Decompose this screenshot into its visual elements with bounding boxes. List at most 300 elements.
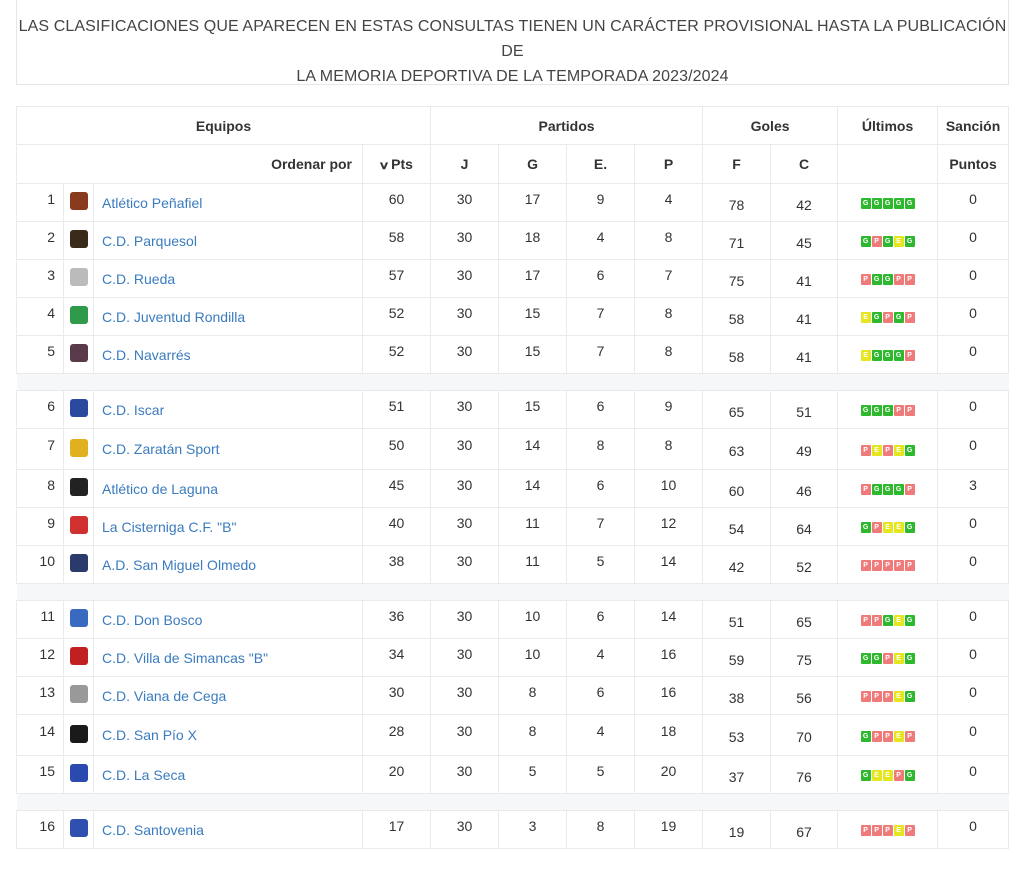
team-cell: [94, 756, 363, 794]
table-row: [17, 639, 1009, 677]
result-badge: P: [872, 731, 882, 742]
won-cell: 8: [499, 711, 567, 752]
result-badge: P: [872, 236, 882, 247]
result-badge: P: [861, 560, 871, 571]
result-badge: G: [872, 350, 882, 361]
header-row-columns: [17, 145, 1009, 184]
result-badge: P: [883, 731, 893, 742]
chevron-down-icon: ∨: [378, 160, 390, 172]
played-cell: 30: [431, 504, 499, 542]
sanction-cell: 0: [938, 256, 1009, 294]
last-results-cell: [838, 298, 938, 336]
notice-line-1: LAS CLASIFICACIONES QUE APARECEN EN ESTAS CONSULTAS TIENEN UN CARÁCTER PROVISIONAL HASTA LA PUBLICACIÓN DE: [18, 18, 1007, 60]
notice-line-2: LA MEMORIA DEPORTIVA DE LA TEMPORADA 2023/2024: [296, 68, 729, 85]
table-row: [17, 508, 1009, 546]
result-badge: G: [861, 653, 871, 664]
won-cell: 17: [499, 180, 567, 218]
goals-for-cell: 54: [703, 510, 771, 548]
goals-for-cell: 38: [703, 679, 771, 717]
result-badge: P: [872, 825, 882, 836]
position-cell: 2: [17, 218, 64, 256]
result-badge: P: [861, 274, 871, 285]
result-badge: E: [861, 350, 871, 361]
lost-cell: 8: [635, 425, 703, 466]
last-results-cell: [838, 391, 938, 429]
table-row: [17, 336, 1009, 374]
position-cell: 3: [17, 256, 64, 294]
goals-for-cell: 19: [703, 813, 771, 851]
table-row: [17, 391, 1009, 429]
result-badge: G: [905, 770, 915, 781]
team-link[interactable]: C.D. Don Bosco: [102, 611, 203, 628]
result-badge: P: [872, 522, 882, 533]
result-badge: P: [872, 691, 882, 702]
crest-cell: [64, 222, 94, 260]
won-cell: 11: [499, 504, 567, 542]
team-crest-icon: [70, 685, 88, 703]
position-cell: 1: [17, 180, 64, 218]
team-cell: [94, 336, 363, 374]
team-crest-icon: [70, 230, 88, 248]
won-cell: 18: [499, 218, 567, 256]
lost-cell: 19: [635, 807, 703, 845]
crest-cell: [64, 715, 94, 756]
result-badge: P: [872, 615, 882, 626]
position-cell: 8: [17, 466, 64, 504]
last-results-cell: [838, 222, 938, 260]
goals-against-cell: 45: [771, 224, 838, 262]
result-badge: G: [861, 405, 871, 416]
team-link[interactable]: C.D. Iscar: [102, 401, 165, 418]
table-row: [17, 222, 1009, 260]
played-cell: 30: [431, 673, 499, 711]
goals-against-cell: 67: [771, 813, 838, 851]
played-cell: 30: [431, 332, 499, 370]
points-cell: 30: [363, 673, 431, 711]
sanction-cell: 0: [938, 387, 1009, 425]
sanction-cell: 0: [938, 597, 1009, 635]
result-badge: G: [905, 615, 915, 626]
team-link[interactable]: La Cisterniga C.F. "B": [102, 518, 237, 535]
header-partidos: Partidos: [431, 107, 703, 145]
team-cell: [94, 639, 363, 677]
goals-for-cell: 75: [703, 262, 771, 300]
lost-cell: 12: [635, 504, 703, 542]
result-badge: P: [861, 445, 871, 456]
drawn-cell: 6: [567, 387, 635, 425]
played-cell: 30: [431, 752, 499, 790]
drawn-cell: 4: [567, 711, 635, 752]
result-badge: G: [861, 522, 871, 533]
result-badge: G: [872, 653, 882, 664]
team-crest-icon: [70, 647, 88, 665]
goals-against-cell: 41: [771, 262, 838, 300]
position-cell: 10: [17, 542, 64, 580]
team-crest-icon: [70, 725, 88, 743]
team-link[interactable]: C.D. Rueda: [102, 270, 176, 287]
crest-cell: [64, 470, 94, 508]
drawn-cell: 5: [567, 542, 635, 580]
drawn-cell: 7: [567, 504, 635, 542]
team-link[interactable]: Atlético de Laguna: [102, 480, 218, 497]
team-link[interactable]: A.D. San Miguel Olmedo: [102, 556, 257, 573]
result-badge: G: [872, 198, 882, 209]
goals-for-cell: 71: [703, 224, 771, 262]
result-badge: E: [894, 615, 904, 626]
won-cell: 11: [499, 542, 567, 580]
crest-cell: [64, 508, 94, 546]
won-cell: 3: [499, 807, 567, 845]
header-ultimos: Últimos: [838, 107, 938, 145]
team-cell: [94, 184, 363, 222]
team-link[interactable]: Atlético Peñafiel: [102, 194, 203, 211]
goals-against-cell: 42: [771, 186, 838, 224]
points-cell: 28: [363, 711, 431, 752]
lost-cell: 9: [635, 387, 703, 425]
won-cell: 15: [499, 294, 567, 332]
goals-against-cell: 64: [771, 510, 838, 548]
col-c[interactable]: C: [771, 145, 838, 184]
drawn-cell: 4: [567, 218, 635, 256]
result-badge: G: [861, 236, 871, 247]
table-row: [17, 715, 1009, 756]
table-row: [17, 184, 1009, 222]
result-badge: E: [894, 445, 904, 456]
crest-cell: [64, 756, 94, 794]
col-g[interactable]: G: [499, 145, 567, 184]
last-results-cell: [838, 715, 938, 756]
sanction-cell: 0: [938, 807, 1009, 845]
team-crest-icon: [70, 192, 88, 210]
sanction-cell: 0: [938, 425, 1009, 466]
points-cell: 58: [363, 218, 431, 256]
goals-for-cell: 51: [703, 603, 771, 641]
position-cell: 15: [17, 752, 64, 790]
result-badge: P: [894, 274, 904, 285]
drawn-cell: 7: [567, 332, 635, 370]
points-cell: 17: [363, 807, 431, 845]
played-cell: 30: [431, 542, 499, 580]
goals-for-cell: 37: [703, 758, 771, 796]
team-cell: [94, 222, 363, 260]
position-cell: 14: [17, 711, 64, 752]
won-cell: 5: [499, 752, 567, 790]
sanction-cell: 0: [938, 542, 1009, 580]
result-badge: P: [894, 770, 904, 781]
result-badge: P: [861, 691, 871, 702]
header-equipos: Equipos: [17, 107, 431, 145]
col-j[interactable]: J: [431, 145, 499, 184]
drawn-cell: 8: [567, 425, 635, 466]
goals-for-cell: 60: [703, 472, 771, 510]
last-results-cell: [838, 508, 938, 546]
result-badge: G: [883, 615, 893, 626]
drawn-cell: 7: [567, 294, 635, 332]
lost-cell: 16: [635, 673, 703, 711]
goals-for-cell: 58: [703, 300, 771, 338]
result-badge: G: [894, 198, 904, 209]
played-cell: 30: [431, 711, 499, 752]
team-crest-icon: [70, 439, 88, 457]
result-badge: P: [883, 560, 893, 571]
crest-cell: [64, 298, 94, 336]
provisional-notice: [16, 0, 1009, 85]
goals-against-cell: 65: [771, 603, 838, 641]
result-badge: P: [883, 312, 893, 323]
team-cell: [94, 508, 363, 546]
result-badge: E: [894, 236, 904, 247]
result-badge: P: [905, 825, 915, 836]
goals-for-cell: 58: [703, 338, 771, 376]
lost-cell: 8: [635, 218, 703, 256]
goals-against-cell: 41: [771, 300, 838, 338]
standings-table: [16, 106, 1009, 849]
won-cell: 14: [499, 425, 567, 466]
result-badge: P: [861, 615, 871, 626]
last-results-cell: [838, 756, 938, 794]
crest-cell: [64, 677, 94, 715]
last-results-cell: [838, 260, 938, 298]
position-cell: 12: [17, 635, 64, 673]
result-badge: G: [861, 198, 871, 209]
col-e[interactable]: E.: [567, 145, 635, 184]
goals-against-cell: 46: [771, 472, 838, 510]
result-badge: P: [861, 484, 871, 495]
won-cell: 10: [499, 635, 567, 673]
result-badge: G: [861, 731, 871, 742]
position-cell: 16: [17, 807, 64, 845]
team-link[interactable]: C.D. La Seca: [102, 766, 186, 783]
table-row: [17, 260, 1009, 298]
result-badge: P: [894, 560, 904, 571]
team-cell: [94, 715, 363, 756]
team-cell: [94, 470, 363, 508]
played-cell: 30: [431, 218, 499, 256]
result-badge: P: [883, 825, 893, 836]
result-badge: G: [905, 691, 915, 702]
sanction-cell: 0: [938, 673, 1009, 711]
result-badge: P: [905, 312, 915, 323]
team-cell: [94, 429, 363, 470]
result-badge: E: [872, 770, 882, 781]
position-cell: 6: [17, 387, 64, 425]
played-cell: 30: [431, 387, 499, 425]
team-crest-icon: [70, 516, 88, 534]
result-badge: G: [894, 312, 904, 323]
result-badge: G: [872, 484, 882, 495]
result-badge: G: [894, 484, 904, 495]
lost-cell: 10: [635, 466, 703, 504]
drawn-cell: 9: [567, 180, 635, 218]
goals-against-cell: 70: [771, 717, 838, 758]
table-row: [17, 298, 1009, 336]
result-badge: E: [861, 312, 871, 323]
team-link[interactable]: C.D. Parquesol: [102, 232, 197, 249]
team-link[interactable]: C.D. Viana de Cega: [102, 687, 227, 704]
crest-cell: [64, 260, 94, 298]
result-badge: G: [883, 198, 893, 209]
lost-cell: 7: [635, 256, 703, 294]
result-badge: G: [872, 405, 882, 416]
col-p[interactable]: P: [635, 145, 703, 184]
team-link[interactable]: C.D. Zaratán Sport: [102, 441, 220, 457]
points-cell: 20: [363, 752, 431, 790]
last-results-cell: [838, 601, 938, 639]
team-crest-icon: [70, 764, 88, 782]
table-row: [17, 811, 1009, 849]
points-cell: 38: [363, 542, 431, 580]
result-badge: G: [861, 770, 871, 781]
result-badge: E: [894, 731, 904, 742]
team-link[interactable]: C.D. Santovenia: [102, 821, 204, 838]
team-cell: [94, 391, 363, 429]
points-cell: 57: [363, 256, 431, 294]
lost-cell: 16: [635, 635, 703, 673]
played-cell: 30: [431, 597, 499, 635]
sanction-cell: 0: [938, 294, 1009, 332]
goals-against-cell: 75: [771, 641, 838, 679]
drawn-cell: 4: [567, 635, 635, 673]
goals-against-cell: 41: [771, 338, 838, 376]
result-badge: P: [872, 560, 882, 571]
goals-for-cell: 59: [703, 641, 771, 679]
played-cell: 30: [431, 466, 499, 504]
result-badge: G: [872, 312, 882, 323]
team-link[interactable]: C.D. Juventud Rondilla: [102, 308, 246, 325]
last-results-cell: [838, 677, 938, 715]
points-cell: 60: [363, 180, 431, 218]
result-badge: E: [894, 522, 904, 533]
won-cell: 10: [499, 597, 567, 635]
table-row: [17, 546, 1009, 584]
team-link[interactable]: C.D. Villa de Simancas "B": [102, 649, 269, 666]
position-cell: 7: [17, 425, 64, 466]
team-crest-icon: [70, 344, 88, 362]
points-cell: 52: [363, 294, 431, 332]
lost-cell: 4: [635, 180, 703, 218]
lost-cell: 14: [635, 542, 703, 580]
last-results-cell: [838, 184, 938, 222]
lost-cell: 8: [635, 294, 703, 332]
team-crest-icon: [70, 819, 88, 837]
team-cell: [94, 811, 363, 849]
col-puntos: Puntos: [938, 145, 1009, 184]
drawn-cell: 6: [567, 673, 635, 711]
last-results-cell: [838, 811, 938, 849]
last-results-cell: [838, 639, 938, 677]
drawn-cell: 6: [567, 597, 635, 635]
sort-by-label: Ordenar por: [17, 145, 363, 184]
result-badge: P: [861, 825, 871, 836]
crest-cell: [64, 601, 94, 639]
played-cell: 30: [431, 180, 499, 218]
result-badge: G: [872, 274, 882, 285]
crest-cell: [64, 429, 94, 470]
team-cell: [94, 546, 363, 584]
sanction-cell: 0: [938, 180, 1009, 218]
result-badge: G: [905, 236, 915, 247]
result-badge: P: [905, 350, 915, 361]
goals-for-cell: 42: [703, 548, 771, 586]
result-badge: G: [894, 350, 904, 361]
team-crest-icon: [70, 554, 88, 572]
position-cell: 5: [17, 332, 64, 370]
team-link[interactable]: C.D. Navarrés: [102, 346, 191, 363]
sanction-cell: 3: [938, 466, 1009, 504]
sanction-cell: 0: [938, 752, 1009, 790]
played-cell: 30: [431, 807, 499, 845]
team-link[interactable]: C.D. San Pío X: [102, 727, 197, 743]
goals-for-cell: 65: [703, 393, 771, 431]
points-cell: 51: [363, 387, 431, 425]
points-cell: 52: [363, 332, 431, 370]
standings-body: [17, 184, 1009, 849]
result-badge: P: [905, 560, 915, 571]
sort-pts-button[interactable]: [363, 145, 431, 184]
result-badge: G: [883, 484, 893, 495]
table-row: [17, 470, 1009, 508]
drawn-cell: 6: [567, 256, 635, 294]
position-cell: 11: [17, 597, 64, 635]
team-crest-icon: [70, 478, 88, 496]
team-crest-icon: [70, 609, 88, 627]
result-badge: P: [905, 731, 915, 742]
table-row: [17, 756, 1009, 794]
team-crest-icon: [70, 268, 88, 286]
result-badge: E: [872, 445, 882, 456]
goals-against-cell: 56: [771, 679, 838, 717]
played-cell: 30: [431, 294, 499, 332]
result-badge: E: [883, 770, 893, 781]
sanction-cell: 0: [938, 635, 1009, 673]
header-goles: Goles: [703, 107, 838, 145]
goals-against-cell: 51: [771, 393, 838, 431]
goals-against-cell: 52: [771, 548, 838, 586]
goals-for-cell: 63: [703, 431, 771, 472]
team-cell: [94, 677, 363, 715]
played-cell: 30: [431, 256, 499, 294]
drawn-cell: 8: [567, 807, 635, 845]
team-crest-icon: [70, 306, 88, 324]
header-row-groups: [17, 107, 1009, 145]
result-badge: E: [883, 522, 893, 533]
won-cell: 17: [499, 256, 567, 294]
team-cell: [94, 260, 363, 298]
table-row: [17, 429, 1009, 470]
result-badge: E: [894, 653, 904, 664]
pts-label: Pts: [391, 156, 413, 172]
won-cell: 15: [499, 332, 567, 370]
col-f[interactable]: F: [703, 145, 771, 184]
sanction-cell: 0: [938, 711, 1009, 752]
goals-for-cell: 53: [703, 717, 771, 758]
position-cell: 13: [17, 673, 64, 711]
points-cell: 50: [363, 425, 431, 466]
result-badge: E: [894, 691, 904, 702]
result-badge: G: [905, 653, 915, 664]
result-badge: G: [905, 445, 915, 456]
last-results-cell: [838, 336, 938, 374]
points-cell: 40: [363, 504, 431, 542]
team-cell: [94, 601, 363, 639]
drawn-cell: 6: [567, 466, 635, 504]
crest-cell: [64, 336, 94, 374]
won-cell: 14: [499, 466, 567, 504]
result-badge: G: [883, 405, 893, 416]
col-ultimos: [838, 145, 938, 184]
crest-cell: [64, 639, 94, 677]
result-badge: G: [883, 274, 893, 285]
